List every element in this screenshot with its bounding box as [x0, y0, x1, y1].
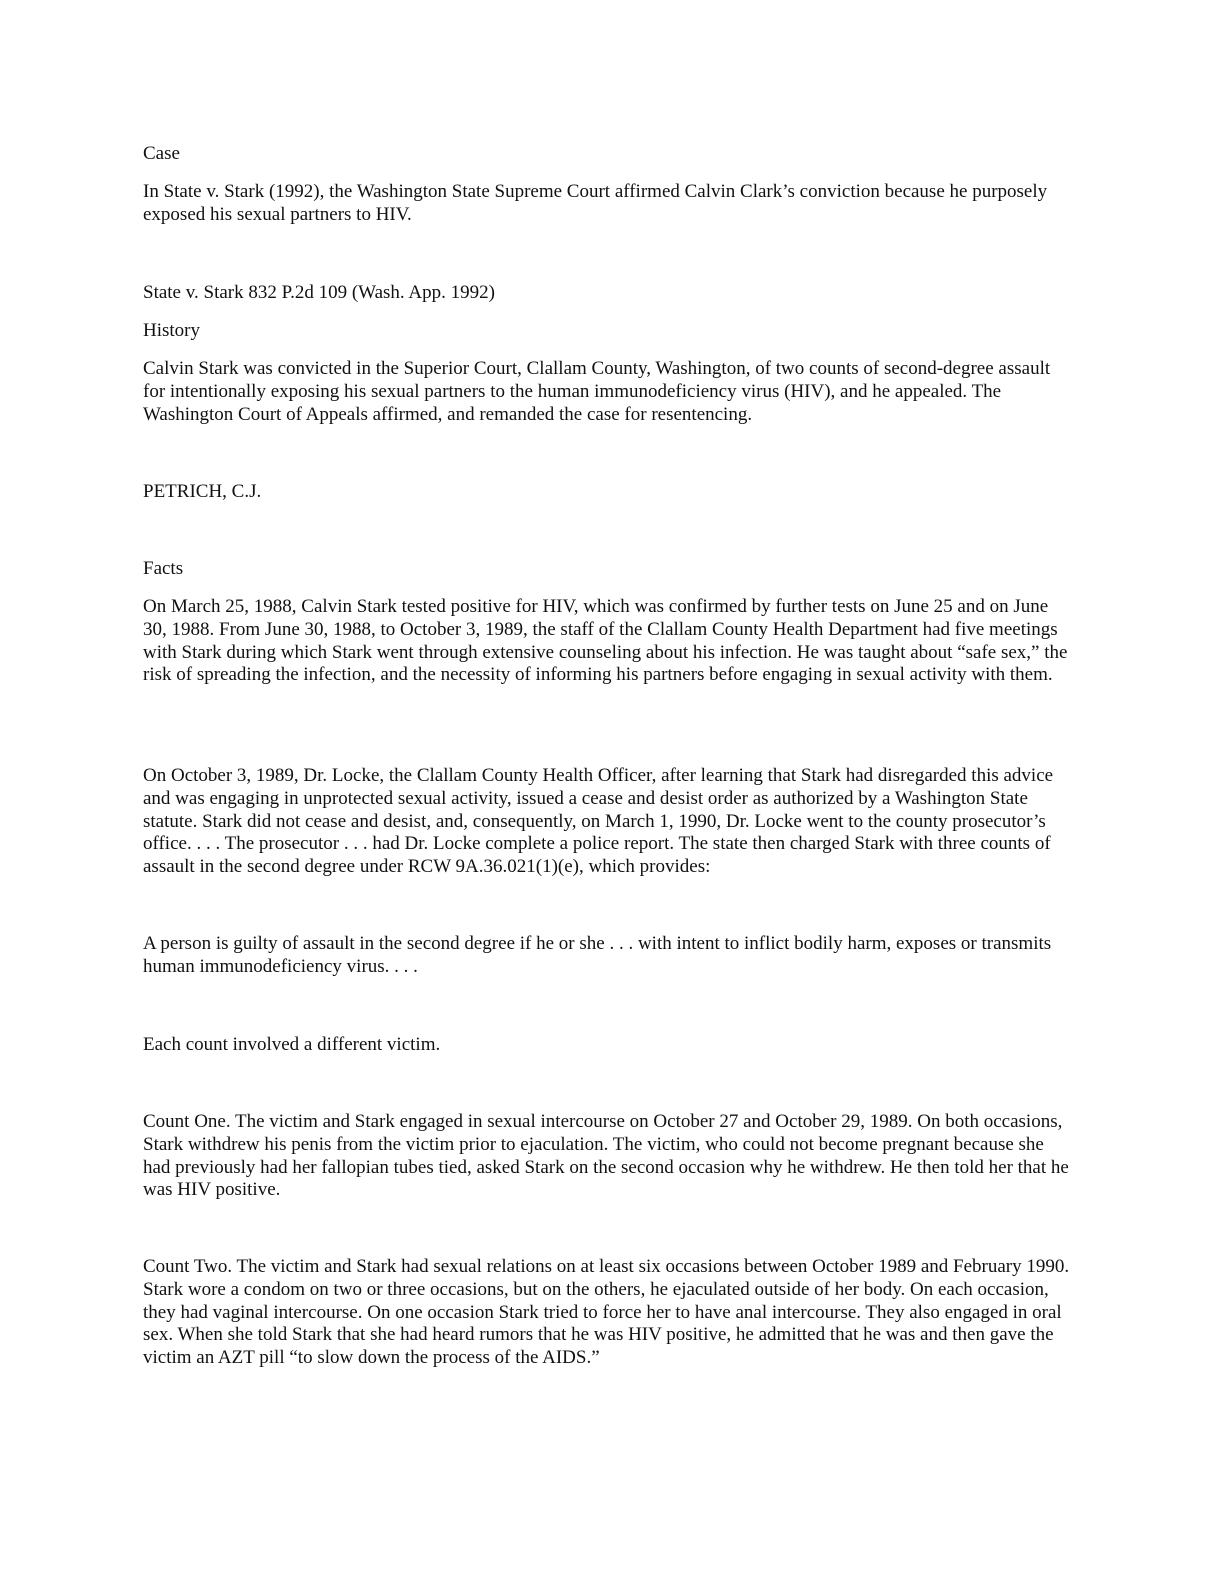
judge-name: PETRICH, C.J.: [143, 481, 262, 502]
statute-quote: A person is guilty of assault in the second degree if he or she . . . with intent to inflict bodily harm, exposes or transmits human immunodeficiency virus. . . .: [143, 933, 1052, 977]
count-one-paragraph: Count One. The victim and Stark engaged in sexual intercourse on October 27 and October 29, 1989. On both occasions, Stark withdrew his penis from the victim prior to ejaculation. The victim, who could not become pregnant because she had previously had her fallopian tubes tied, asked Stark on the second occasion why he withdrew. He then told her that he was HIV positive.: [143, 1111, 1069, 1201]
case-citation: State v. Stark 832 P.2d 109 (Wash. App. 1992): [143, 282, 495, 303]
history-paragraph: Calvin Stark was convicted in the Superior Court, Clallam County, Washington, of two counts of second-degree assault for intentionally exposing his sexual partners to the human immunodeficiency virus (HIV), and he appealed. The Washington Court of Appeals affirmed, and remanded the case for resentencing.: [143, 358, 1051, 425]
case-summary: In State v. Stark (1992), the Washington State Supreme Court affirmed Calvin Clark’s conviction because he purposely exposed his sexual partners to HIV.: [143, 181, 1048, 225]
document-page: [143, 0, 1073, 1584]
each-count-note: Each count involved a different victim.: [143, 1034, 441, 1055]
case-heading: Case: [143, 143, 180, 164]
count-two-paragraph: Count Two. The victim and Stark had sexual relations on at least six occasions between October 1989 and February 1990. Stark wore a condom on two or three occasions, but on the others, he ejaculated outside of her body. On each occasion, they had vaginal intercourse. On one occasion Stark tried to force her to have anal intercourse. They also engaged in oral sex. When she told Stark that she had heard rumors that he was HIV positive, he admitted that he was and then gave the victim an AZT pill “to slow down the process of the AIDS.”: [143, 1256, 1070, 1369]
facts-heading: Facts: [143, 558, 184, 579]
facts-paragraph-1: On March 25, 1988, Calvin Stark tested positive for HIV, which was confirmed by further tests on June 25 and on June 30, 1988. From June 30, 1988, to October 3, 1989, the staff of the Clallam County Health Department had five meetings with Stark during which Stark went through extensive counseling about his infection. He was taught about “safe sex,” the risk of spreading the infection, and the necessity of informing his partners before engaging in sexual activity with them.: [143, 596, 1068, 686]
history-heading: History: [143, 320, 200, 341]
facts-paragraph-2: On October 3, 1989, Dr. Locke, the Clallam County Health Officer, after learning that Stark had disregarded this advice and was engaging in unprotected sexual activity, issued a cease and desist order as authorized by a Washington State statute. Stark did not cease and desist, and, consequently, on March 1, 1990, Dr. Locke went to the county prosecutor’s office. . . . The prosecutor . . . had Dr. Locke complete a police report. The state then charged Stark with three counts of assault in the second degree under RCW 9A.36.021(1)(e), which provides:: [143, 765, 1054, 878]
